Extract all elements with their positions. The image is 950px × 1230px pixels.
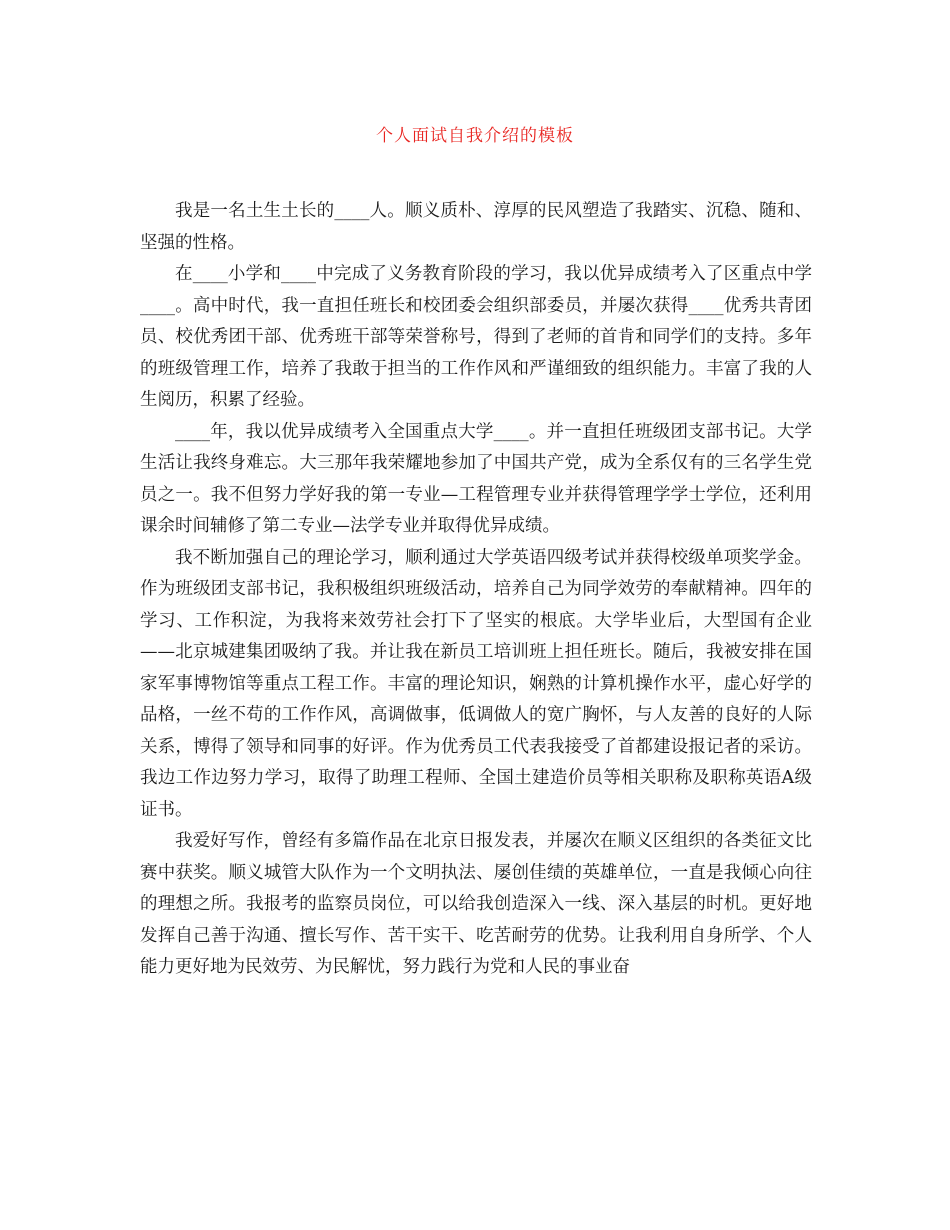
paragraph-4: 我不断加强自己的理论学习，顺利通过大学英语四级考试并获得校级单项奖学金。作为班级团支部书记，我积极组织班级活动，培养自己为同学效劳的奉献精神。四年的学习、工作积淀，为我将来效劳社会打下了坚实的根底。大学毕业后，大型国有企业——北京城建集团吸纳了我。并让我在新员工培训班上担任班长。随后，我被安排在国家军事博物馆等重点工程工作。丰富的理论知识，娴熟的计算机操作水平，虚心好学的品格，一丝不苟的工作作风，高调做事，低调做人的宽广胸怀，与人友善的良好的人际关系，博得了领导和同事的好评。作为优秀员工代表我接受了首都建设报记者的采访。我边工作边努力学习，取得了助理工程师、全国土建造价员等相关职称及职称英语A级证书。 bbox=[140, 547, 812, 820]
paragraph-5: 我爱好写作，曾经有多篇作品在北京日报发表，并屡次在顺义区组织的各类征文比赛中获奖。顺义城管大队作为一个文明执法、屡创佳绩的英雄单位，一直是我倾心向往的理想之所。我报考的监察员岗位，可以给我创造深入一线、深入基层的时机。更好地发挥自己善于沟通、擅长写作、苦干实干、吃苦耐劳的优势。让我利用自身所学、个人能力更好地为民效劳、为民解忧，努力践行为党和人民的事业奋 bbox=[140, 831, 812, 977]
document-title: 个人面试自我介绍的模板 bbox=[376, 126, 574, 146]
paragraph-2: 在____小学和____中完成了义务教育阶段的学习，我以优异成绩考入了区重点中学____。高中时代，我一直担任班长和校团委会组织部委员，并屡次获得____优秀共青团员、校优秀团干部、优秀班干部等荣誉称号，得到了老师的首肯和同学们的支持。多年的班级管理工作，培养了我敢于担当的工作作风和严谨细致的组织能力。丰富了我的人生阅历，积累了经验。 bbox=[140, 264, 812, 410]
paragraph-3: ____年，我以优异成绩考入全国重点大学____。并一直担任班级团支部书记。大学生活让我终身难忘。大三那年我荣耀地参加了中国共产党，成为全系仅有的三名学生党员之一。我不但努力学好我的第一专业—工程管理专业并获得管理学学士学位，还利用课余时间辅修了第二专业—法学专业并取得优异成绩。 bbox=[140, 421, 812, 536]
document-body bbox=[140, 196, 812, 984]
paragraph-1: 我是一名土生土长的____人。顺义质朴、淳厚的民风塑造了我踏实、沉稳、随和、坚强的性格。 bbox=[140, 201, 812, 253]
